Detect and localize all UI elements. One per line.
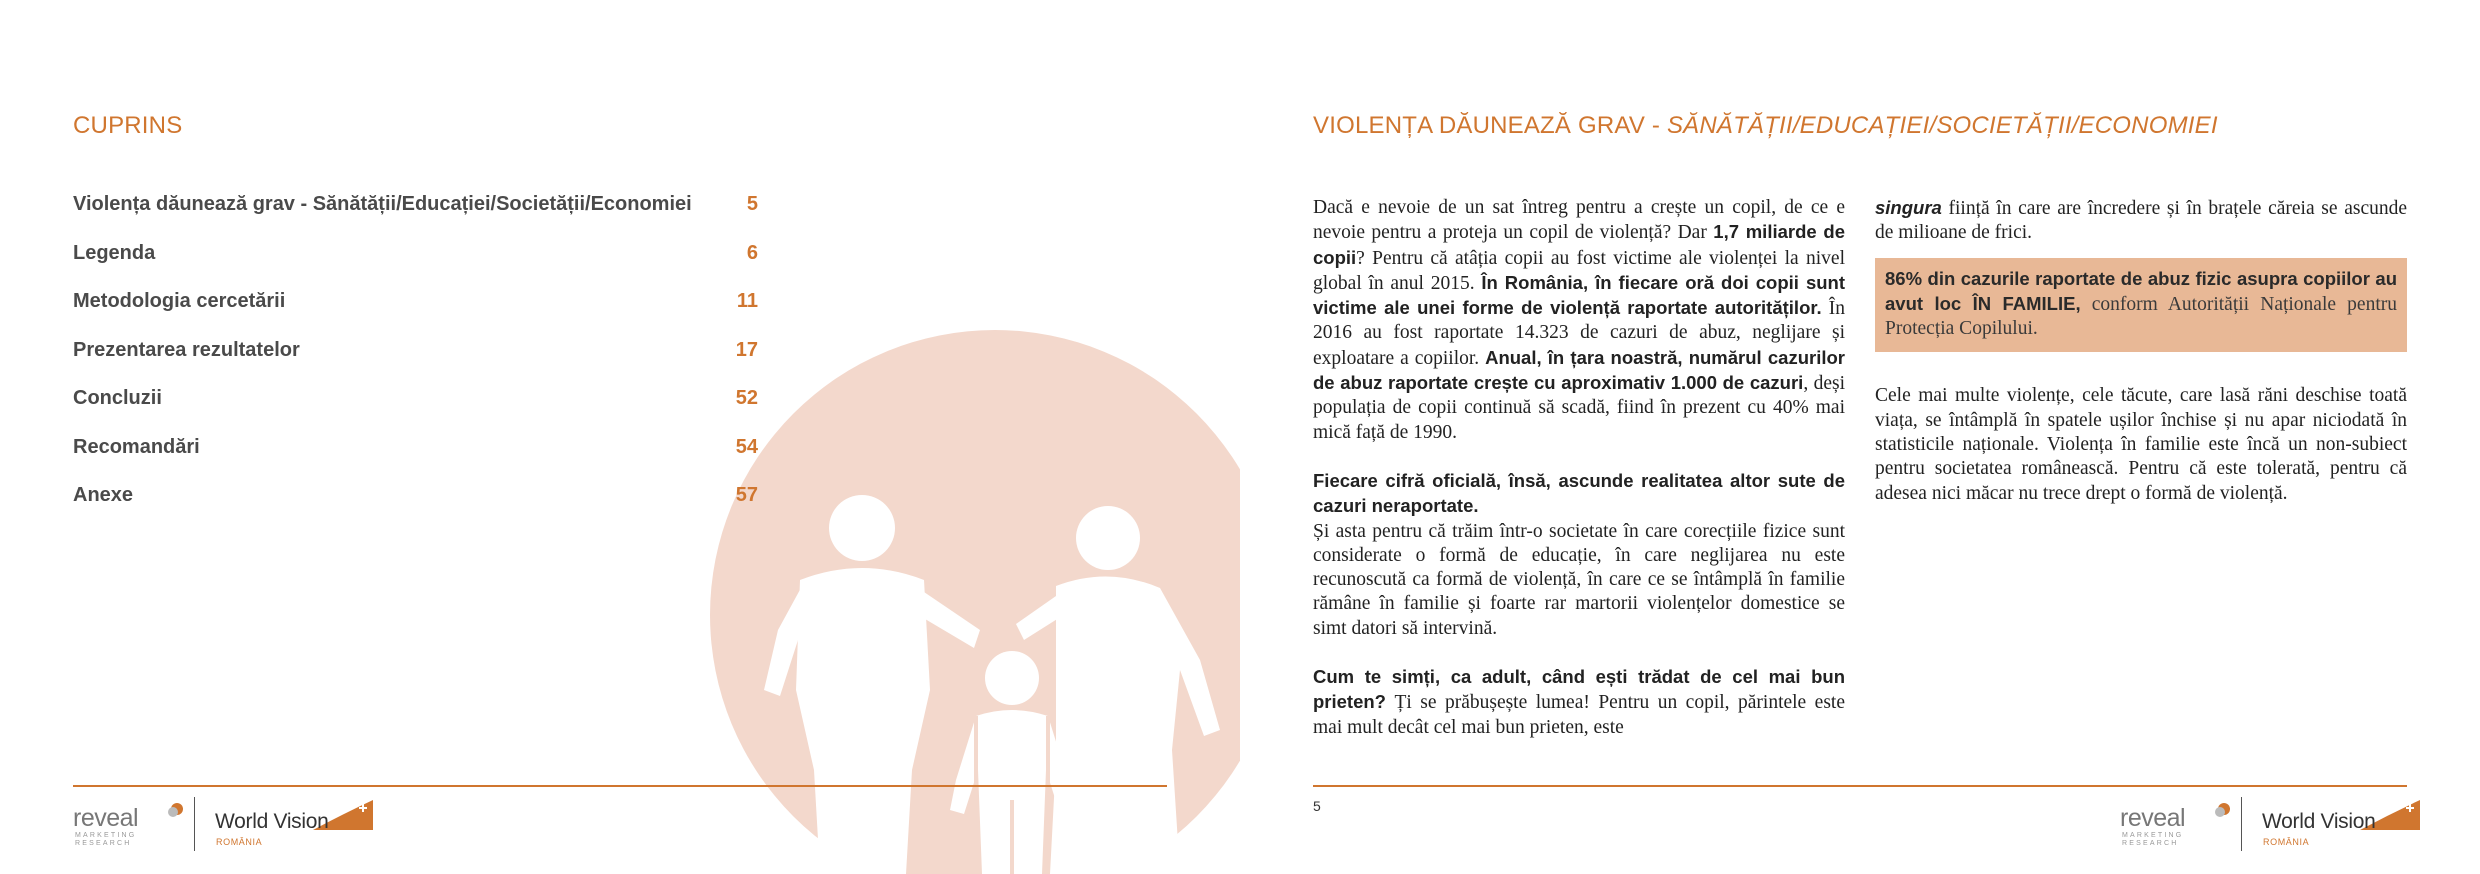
- world-vision-logo-subtitle: ROMÂNIA: [216, 837, 263, 847]
- page-title: [1313, 112, 2218, 140]
- paragraph-1: Dacă e nevoie de un sat întreg pentru a crește un copil, de ce e nevoie pentru a proteja un copil de violență? Dar 1,7 miliarde de copii? Pentru că atâția copii au fost victime ale violenței la nivel global în anul 2015. În România, în fiecare oră doi copii sunt victime ale unei forme de violență raportate autorităților. În 2016 au fost raportate 14.323 de cazuri de abuz, neglijare și exploatare a copiilor. Anual, în țara noastră, numărul cazurilor de abuz raportate crește cu aproximativ 1.000 de cazuri, deși populația de copii continuă să scadă, fiind în prezent cu 40% mai mică față de 1990.: [1313, 197, 1845, 443]
- footer-rule: [73, 785, 1167, 787]
- reveal-logo-subtitle: MARKETING RESEARCH: [75, 832, 137, 847]
- toc-item-page: 57: [735, 484, 758, 506]
- toc-item-page: 52: [735, 387, 758, 409]
- toc-item-title: Metodologia cercetării: [73, 290, 286, 312]
- reveal-logo-mark-icon: [2214, 802, 2232, 820]
- page-title-accent: SĂNĂTĂȚII/EDUCAȚIEI/SOCIETĂȚII/ECONOMIEI: [1666, 112, 2218, 139]
- logo-divider: [2241, 797, 2242, 851]
- toc-item-page: 5: [746, 193, 758, 215]
- toc-item-title: Concluzii: [73, 387, 162, 409]
- toc-item[interactable]: [73, 339, 758, 388]
- right-page: [1240, 0, 2480, 874]
- text-column-1: [1313, 196, 1845, 740]
- paragraph-2: Fiecare cifră oficială, însă, ascunde realitatea altor sute de cazuri neraportate. Și asta pentru că trăim într-o societate în care corecțiile fizice sunt considerate o formă de educație, în care neglijarea nu este recunoscută ca formă de violență, în care ce se întâmplă în familie rămâne în familie și foarte rar martorii violențelor domestice se simt datori să intervină.: [1313, 469, 1845, 639]
- footer-logos: [73, 796, 375, 852]
- world-vision-logo-subtitle: ROMÂNIA: [2263, 837, 2310, 847]
- toc-item[interactable]: [73, 484, 758, 533]
- table-of-contents: [73, 193, 758, 533]
- toc-item-page: 11: [736, 290, 758, 312]
- reveal-logo: [73, 798, 188, 850]
- paragraph-2-heading: Fiecare cifră oficială, însă, ascunde realitatea altor sute de cazuri neraportate.: [1313, 469, 1845, 517]
- toc-item-page: 54: [735, 435, 758, 458]
- toc-heading: CUPRINS: [73, 112, 183, 139]
- world-vision-logo-word: World Vision: [2262, 810, 2376, 833]
- text-column-2: [1875, 196, 2407, 530]
- reveal-logo-subtitle: MARKETING RESEARCH: [2122, 832, 2184, 847]
- toc-item[interactable]: [73, 242, 758, 291]
- toc-item-title: Violența dăunează grav - Sănătății/Educației/Societății/Economiei: [73, 193, 692, 215]
- toc-item[interactable]: [73, 290, 758, 339]
- toc-item-title: Prezentarea rezultatelor: [73, 338, 300, 361]
- toc-item[interactable]: [73, 387, 758, 436]
- toc-item[interactable]: [73, 436, 758, 485]
- toc-item-title: Recomandări: [73, 435, 200, 458]
- footer-logos: [2120, 796, 2422, 852]
- world-vision-logo-word: World Vision: [215, 810, 329, 833]
- toc-item[interactable]: [73, 193, 758, 242]
- family-silhouette-icon: [680, 330, 1240, 874]
- toc-item-title: Legenda: [73, 241, 156, 264]
- world-vision-logo: [215, 798, 375, 850]
- reveal-logo: [2120, 798, 2235, 850]
- logo-divider: [194, 797, 195, 851]
- world-vision-logo: [2262, 798, 2422, 850]
- callout-box: 86% din cazurile raportate de abuz fizic asupra copiilor au avut loc ÎN FAMILIE, conform Autorității Naționale pentru Protecția Copilului.: [1875, 258, 2407, 353]
- toc-item-page: 6: [746, 241, 758, 264]
- paragraph-4: Cele mai multe violențe, cele tăcute, care lasă răni deschise toată viața, se întâmplă în spatele ușilor închise și nu apar niciodată în statisticile naționale. Violența în familie este încă un non-subiect pentru societatea românească. Pentru că este tolerată, pentru că adesea nici măcar nu trece drept o formă de violență.: [1875, 385, 2407, 504]
- reveal-logo-word: reveal: [2120, 804, 2186, 832]
- toc-item-page: 17: [735, 338, 758, 361]
- reveal-logo-mark-icon: [167, 802, 185, 820]
- footer-rule: [1313, 785, 2407, 787]
- paragraph-3: Cum te simți, ca adult, când ești trădat de cel mai bun prieten? Ți se prăbușește lumea! Pentru un copil, părintele este mai mult decât cel mai bun prieten, este: [1313, 666, 1845, 738]
- toc-item-title: Anexe: [73, 484, 134, 506]
- page-title-main: VIOLENȚA DĂUNEAZĂ GRAV -: [1313, 112, 1667, 139]
- page-number: 5: [1313, 798, 1321, 814]
- reveal-logo-word: reveal: [73, 804, 139, 832]
- paragraph-3-continued: singura ființă în care are încredere și în brațele căreia se ascunde de milioane de frici.: [1875, 197, 2407, 244]
